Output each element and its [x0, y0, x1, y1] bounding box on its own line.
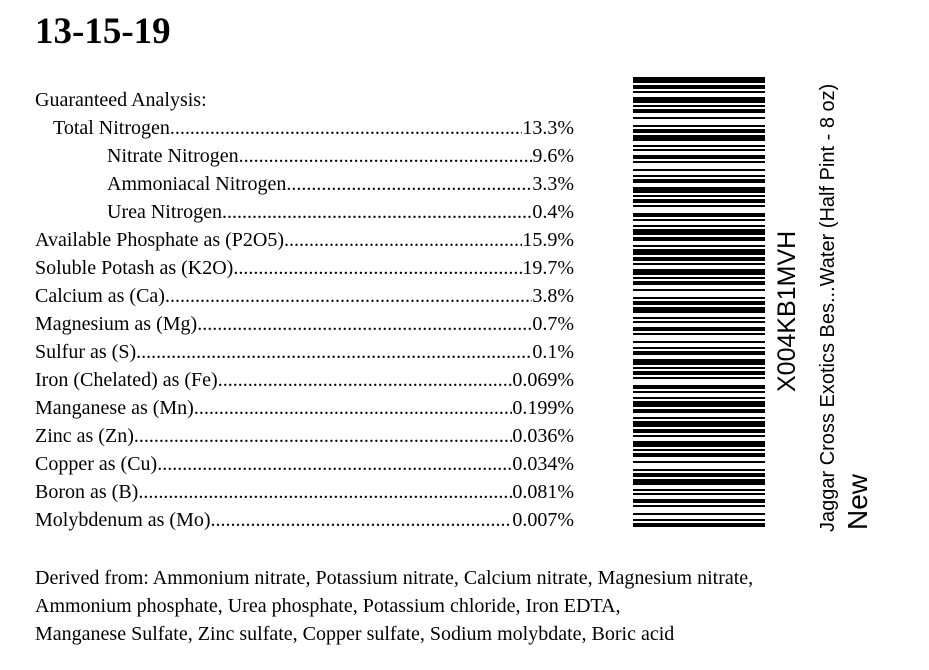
- analysis-row-molybdenum: [35, 506, 574, 534]
- dot-leader: [222, 198, 532, 226]
- analysis-label: Zinc as (Zn): [35, 425, 134, 447]
- barcode-bar: [633, 199, 765, 203]
- analysis-row-ammoniacal-nitrogen: [107, 170, 574, 198]
- barcode-bar: [633, 401, 765, 407]
- analysis-value: 0.034%: [512, 453, 574, 475]
- analysis-value: 9.6%: [532, 145, 574, 167]
- analysis-label: Molybdenum as (Mo): [35, 509, 211, 531]
- analysis-row-nitrate-nitrogen: [107, 142, 574, 170]
- barcode-bar: [633, 91, 765, 93]
- barcode-bar: [633, 155, 765, 159]
- analysis-label: Soluble Potash as (K2O): [35, 257, 234, 279]
- product-title: Jaggar Cross Exotics Bes...Water (Half Pint - 8 oz): [817, 83, 839, 532]
- barcode-bar: [633, 461, 765, 463]
- barcode-bar: [633, 499, 765, 503]
- barcode-bar: [633, 97, 765, 103]
- analysis-label: Nitrate Nitrogen: [107, 145, 239, 167]
- analysis-label: Magnesium as (Mg): [35, 313, 198, 335]
- barcode-bar: [633, 441, 765, 447]
- barcode-bar: [633, 117, 765, 119]
- barcode-bar: [633, 367, 765, 369]
- analysis-value: 3.3%: [532, 173, 574, 195]
- fnsku-code: X004KB1MVH: [773, 230, 801, 392]
- barcode-bar: [633, 281, 765, 285]
- analysis-label: Iron (Chelated) as (Fe): [35, 369, 218, 391]
- barcode-bar: [633, 263, 765, 265]
- barcode-bar: [633, 317, 765, 319]
- barcode-bar: [633, 307, 765, 313]
- analysis-label: Sulfur as (S): [35, 341, 137, 363]
- barcode-bar: [633, 297, 765, 299]
- dot-leader: [165, 282, 532, 310]
- analysis-value: 0.4%: [532, 201, 574, 223]
- analysis-label: Calcium as (Ca): [35, 285, 165, 307]
- analysis-row-zinc: [35, 422, 574, 450]
- barcode-bar: [633, 449, 765, 451]
- barcode-bar: [633, 257, 765, 261]
- barcode-bar: [633, 105, 765, 107]
- barcode-bar: [633, 421, 765, 427]
- barcode-bar: [633, 493, 765, 495]
- barcode-bar: [633, 371, 765, 375]
- barcode-bar: [633, 125, 765, 127]
- barcode-bar: [633, 341, 765, 343]
- analysis-row-total-nitrogen: [53, 114, 574, 142]
- analysis-row-boron: [35, 478, 574, 506]
- barcode-bar: [633, 301, 765, 305]
- analysis-label: Urea Nitrogen: [107, 201, 222, 223]
- barcode-bar: [633, 327, 765, 331]
- barcode-bar: [633, 175, 765, 177]
- barcode-bar: [633, 161, 765, 163]
- barcode-bar: [633, 229, 765, 235]
- barcode-bar: [633, 333, 765, 335]
- analysis-value: 0.1%: [532, 341, 574, 363]
- barcode-bar: [633, 245, 765, 247]
- barcode-bar: [633, 417, 765, 419]
- analysis-label: Copper as (Cu): [35, 453, 158, 475]
- barcode-bar: [633, 435, 765, 437]
- barcode-bar: [633, 213, 765, 217]
- page-title: 13-15-19: [35, 11, 171, 52]
- barcode-bar: [633, 179, 765, 183]
- analysis-value: 15.9%: [522, 229, 574, 251]
- barcode-bar: [633, 169, 765, 171]
- barcode-bar: [633, 409, 765, 413]
- analysis-value: 3.8%: [532, 285, 574, 307]
- barcode-bar: [633, 429, 765, 433]
- analysis-value: 0.081%: [512, 481, 574, 503]
- guaranteed-analysis-heading: Guaranteed Analysis:: [35, 89, 207, 111]
- dot-leader: [239, 142, 533, 170]
- barcode-bar: [633, 109, 765, 113]
- barcode-bar: [633, 289, 765, 291]
- analysis-value: 0.069%: [512, 369, 574, 391]
- derived-from-text: [35, 564, 925, 648]
- dot-leader: [138, 478, 512, 506]
- barcode-bar: [633, 523, 765, 527]
- barcode-bar: [633, 129, 765, 133]
- barcode-bar: [633, 321, 765, 323]
- barcode-bar: [633, 519, 765, 521]
- condition-label: New: [842, 473, 873, 530]
- barcode-bar: [633, 249, 765, 255]
- dot-leader: [194, 394, 512, 422]
- barcode-graphic: [633, 77, 765, 531]
- dot-leader: [134, 422, 512, 450]
- barcode-bar: [633, 473, 765, 477]
- barcode-bar: [633, 347, 765, 349]
- barcode-bar: [633, 145, 765, 147]
- barcode-bar: [633, 469, 765, 471]
- analysis-label: Total Nitrogen: [53, 117, 170, 139]
- analysis-row-available-phosphate: [35, 226, 574, 254]
- barcode-bar: [633, 277, 765, 279]
- dot-leader: [157, 450, 512, 478]
- dot-leader: [197, 310, 532, 338]
- dot-leader: [170, 114, 522, 142]
- derived-line: Derived from: Ammonium nitrate, Potassium nitrate, Calcium nitrate, Magnesium nitrate,: [35, 567, 754, 589]
- barcode-bar: [633, 479, 765, 485]
- derived-line: Ammonium phosphate, Urea phosphate, Potassium chloride, Iron EDTA,: [35, 595, 621, 617]
- barcode-bar: [633, 219, 765, 221]
- barcode-bar: [633, 513, 765, 515]
- analysis-value: 0.007%: [512, 509, 574, 531]
- barcode-bar: [633, 205, 765, 207]
- dot-leader: [284, 226, 522, 254]
- barcode-bar: [633, 195, 765, 197]
- analysis-row-soluble-potash: [35, 254, 574, 282]
- analysis-row-copper: [35, 450, 574, 478]
- dot-leader: [211, 506, 513, 534]
- barcode-bar: [633, 77, 765, 83]
- barcode-bar: [633, 135, 765, 141]
- analysis-label: Ammoniacal Nitrogen: [107, 173, 287, 195]
- dot-leader: [218, 366, 513, 394]
- analysis-value: 0.7%: [532, 313, 574, 335]
- analysis-row-manganese: [35, 394, 574, 422]
- barcode-bar: [633, 505, 765, 507]
- barcode-bar: [633, 391, 765, 393]
- analysis-label: Available Phosphate as (P2O5): [35, 229, 285, 251]
- barcode-bar: [633, 237, 765, 241]
- analysis-row-iron: [35, 366, 574, 394]
- barcode-bar: [633, 187, 765, 193]
- barcode-bar: [633, 453, 765, 457]
- analysis-row-urea-nitrogen: [107, 198, 574, 226]
- analysis-value: 0.199%: [512, 397, 574, 419]
- analysis-label: Manganese as (Mn): [35, 397, 194, 419]
- dot-leader: [136, 338, 532, 366]
- analysis-row-sulfur: [35, 338, 574, 366]
- analysis-row-magnesium: [35, 310, 574, 338]
- analysis-row-calcium: [35, 282, 574, 310]
- barcode-bar: [633, 489, 765, 491]
- analysis-label: Boron as (B): [35, 481, 139, 503]
- barcode-bar: [633, 225, 765, 227]
- analysis-value: 0.036%: [512, 425, 574, 447]
- barcode-bar: [633, 397, 765, 399]
- analysis-value: 13.3%: [522, 117, 574, 139]
- barcode-bar: [633, 85, 765, 89]
- derived-line: Manganese Sulfate, Zinc sulfate, Copper sulfate, Sodium molybdate, Boric acid: [35, 623, 675, 645]
- barcode-bar: [633, 351, 765, 355]
- barcode-bar: [633, 377, 765, 379]
- analysis-value: 19.7%: [522, 257, 574, 279]
- barcode-bar: [633, 269, 765, 275]
- dot-leader: [233, 254, 522, 282]
- barcode-bar: [633, 359, 765, 365]
- dot-leader: [286, 170, 532, 198]
- barcode-bar: [633, 149, 765, 151]
- barcode-bar: [633, 385, 765, 389]
